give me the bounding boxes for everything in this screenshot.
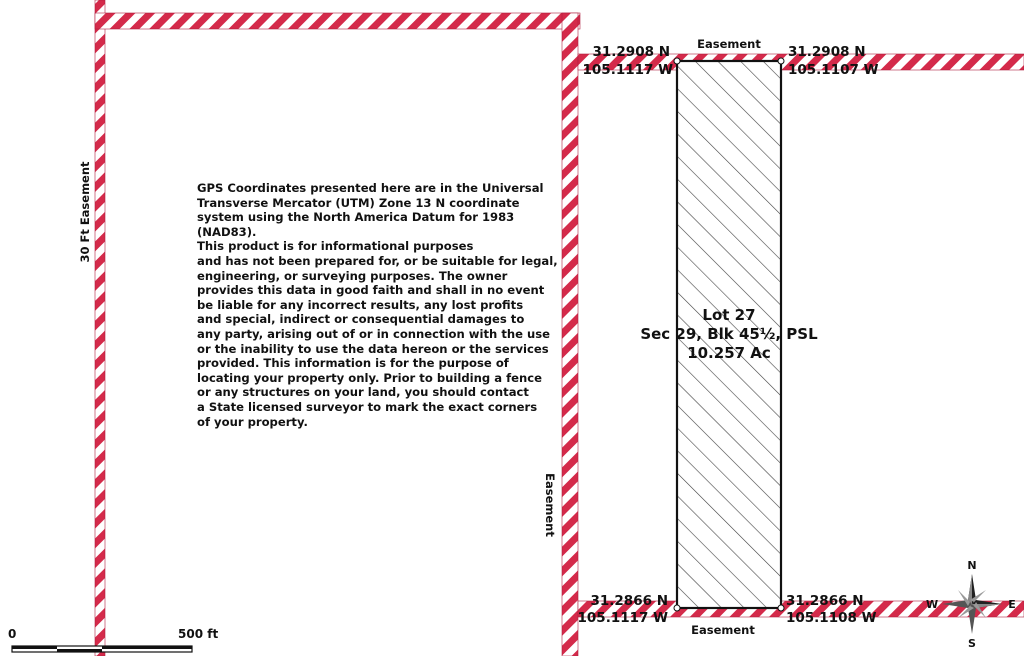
- corner-marker-nw[interactable]: [674, 58, 680, 64]
- compass-n: N: [967, 559, 977, 572]
- corner-marker-ne[interactable]: [778, 58, 784, 64]
- scale-start-label: 0: [8, 627, 17, 641]
- disclaimer-text: GPS Coordinates presented here are in the Universal Transverse Mercator (UTM) Zone 13 N coordinate system using the North America Datum for 1983 (NAD83). This product is for informational purposes and has not been prepared for, or be suitable for legal, engineering, or surveying purposes. The owner provides this data in good faith and shall in no event be liable for any incorrect results, any lost profits and special, indirect or consequential damages to any party, arising out of or in connection with the use or the inability to use the data hereon or the services provided. This information is for the purpose of locating your property only. Prior to building a fence or any structures on your land, you should contact a State licensed surveyor to mark the exact corners of your property.: [197, 181, 558, 429]
- se-lat: 31.2866 N: [786, 593, 864, 609]
- lot-area: 10.257 Ac: [687, 344, 771, 362]
- se-lon: 105.1108 W: [786, 610, 877, 626]
- ne-lon: 105.1107 W: [788, 62, 879, 78]
- compass-s: S: [968, 637, 976, 650]
- easement-label-bottom: Easement: [691, 623, 755, 637]
- lot-name: Lot 27: [702, 306, 756, 324]
- sw-lat: 31.2866 N: [590, 593, 668, 609]
- compass-e: E: [1008, 598, 1016, 611]
- compass-w: W: [925, 598, 939, 611]
- easement-label-top: Easement: [697, 37, 761, 51]
- easement-label-middle: Easement: [543, 473, 557, 537]
- sw-lon: 105.1117 W: [577, 610, 668, 626]
- corner-marker-sw[interactable]: [674, 605, 680, 611]
- lot-section: Sec 29, Blk 45½, PSL: [640, 325, 818, 343]
- easement-left-vertical: [95, 0, 105, 656]
- scale-bar: [8, 627, 218, 652]
- ne-lat: 31.2908 N: [788, 44, 866, 60]
- corner-marker-se[interactable]: [778, 605, 784, 611]
- easement-label-left: 30 Ft Easement: [78, 161, 92, 263]
- scale-end-label: 500 ft: [178, 627, 219, 641]
- nw-lat: 31.2908 N: [592, 44, 670, 60]
- nw-lon: 105.1117 W: [582, 62, 673, 78]
- lot-labels: [640, 306, 818, 362]
- easement-top-left: [95, 13, 580, 29]
